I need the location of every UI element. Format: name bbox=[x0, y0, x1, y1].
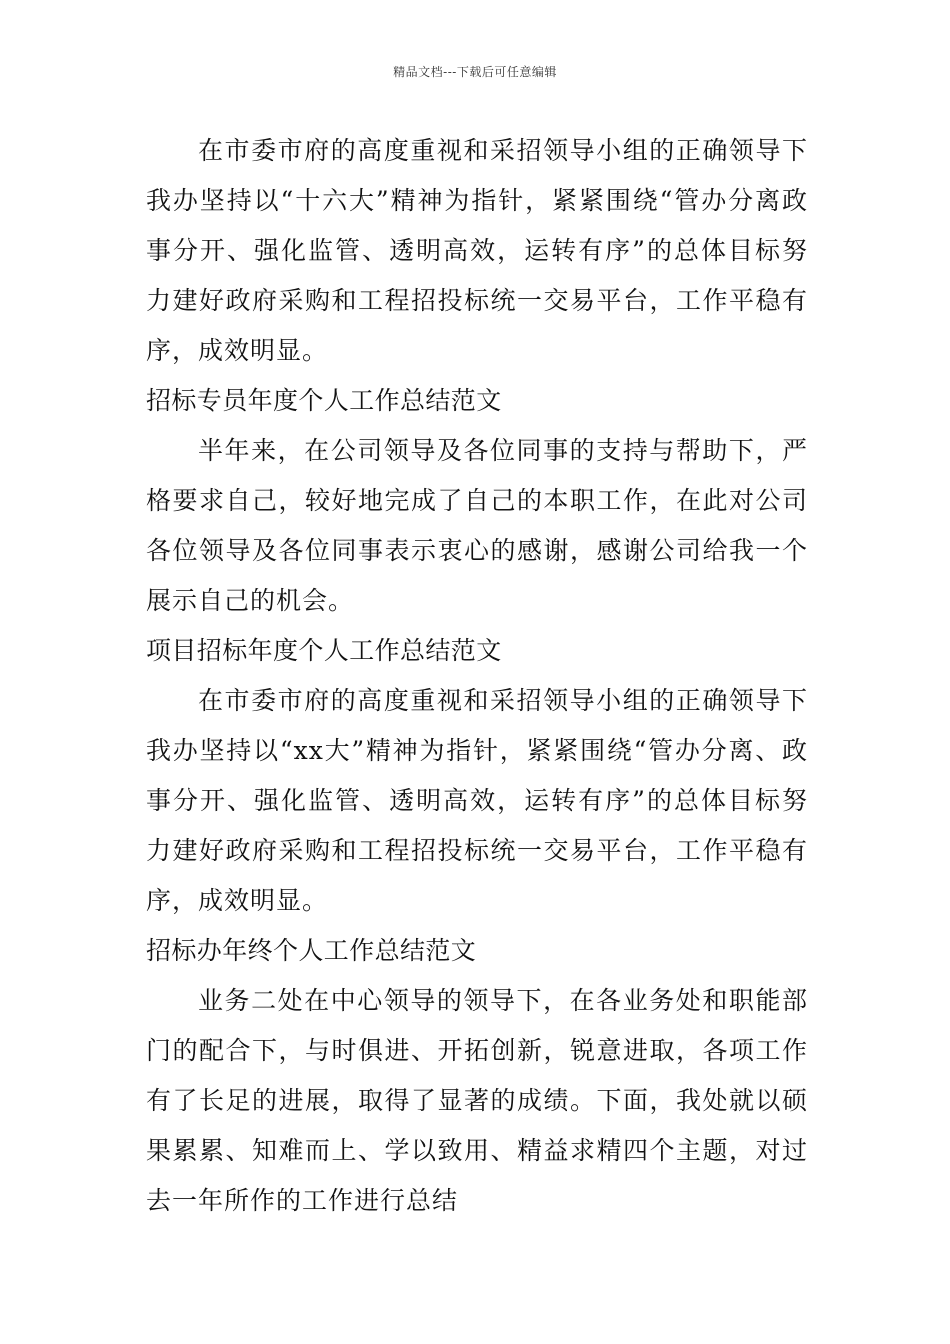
paragraph-project-bidding: 在市委市府的高度重视和采招领导小组的正确领导下我办坚持以“xx大”精神为指针，紧紧围绕“管办分离、政事分开、强化监管、透明高效，运转有序”的总体目标努力建好政府采购和工程招投标统一交易平台，工作平稳有序，成效明显。 bbox=[146, 686, 808, 915]
page-header: 精品文档---下载后可任意编辑 bbox=[393, 65, 557, 79]
paragraph-bidding-specialist: 半年来，在公司领导及各位同事的支持与帮助下，严格要求自己，较好地完成了自己的本职工作，在此对公司各位领导及各位同事表示衷心的感谢，感谢公司给我一个展示自己的机会。 bbox=[146, 436, 808, 615]
paragraph-intro: 在市委市府的高度重视和采招领导小组的正确领导下我办坚持以“十六大”精神为指针，紧紧围绕“管办分离政事分开、强化监管、透明高效，运转有序”的总体目标努力建好政府采购和工程招投标统一交易平台，工作平稳有序，成效明显。 bbox=[146, 136, 808, 365]
paragraph-bidding-office: 业务二处在中心领导的领导下，在各业务处和职能部门的配合下，与时俱进、开拓创新，锐意进取，各项工作有了长足的进展，取得了显著的成绩。下面，我处就以硕果累累、知难而上、学以致用、精益求精四个主题，对过去一年所作的工作进行总结 bbox=[146, 986, 808, 1215]
section-heading-bidding-office: 招标办年终个人工作总结范文 bbox=[146, 936, 477, 965]
section-heading-project-bidding: 项目招标年度个人工作总结范文 bbox=[146, 636, 502, 665]
section-heading-bidding-specialist: 招标专员年度个人工作总结范文 bbox=[146, 386, 502, 415]
document-body bbox=[146, 126, 808, 1226]
